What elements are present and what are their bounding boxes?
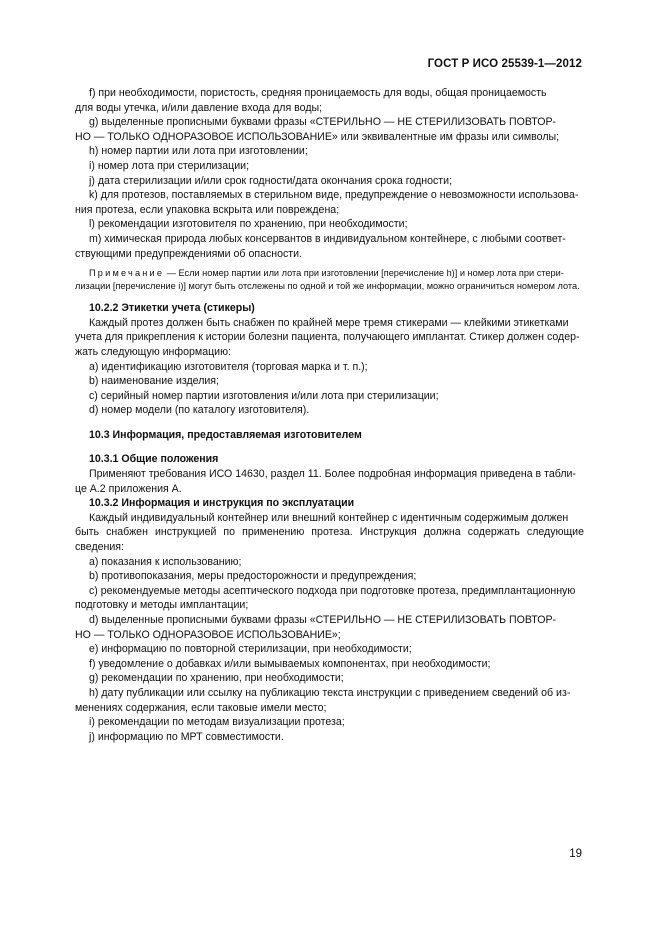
section-heading-10-3: 10.3 Информация, предоставляемая изготовителем: [89, 428, 362, 441]
list-item: j) дата стерилизации и/или срок годности/дата окончания срока годности;: [89, 174, 453, 187]
list-item: h) дату публикации или ссылку на публикацию текста инструкции с приведением сведений об из- менениях содержания, если таковые имели место;: [75, 686, 571, 714]
list-item: i) рекомендации по методам визуализации протеза;: [89, 716, 345, 729]
section-heading-10-2-2: 10.2.2 Этикетки учета (стикеры): [89, 302, 255, 315]
list-item: l) рекомендации изготовителя по хранению, при необходимости;: [89, 218, 408, 231]
paragraph: Каждый индивидуальный контейнер или внешний контейнер с идентичным содержимым должен быть снабжен инструкцией по применению протеза. Инструкция должна содержать следующие сведения:: [75, 511, 584, 554]
note-label: Примечание: [89, 268, 165, 279]
list-item: j) информацию по МРТ совместимости.: [89, 730, 284, 743]
list-item: d) выделенные прописными буквами фразы «СТЕРИЛЬНО — НЕ СТЕРИЛИЗОВАТЬ ПОВТОР- НО — ТОЛЬКО ОДНОРАЗОВОЕ ИСПОЛЬЗОВАНИЕ»;: [75, 614, 557, 641]
list-item: c) рекомендуемые методы асептического подхода при подготовке протеза, предимплантационную подготовку и методы имплантации;: [75, 584, 576, 612]
instruction-info-list: [75, 555, 584, 745]
section-heading-10-3-2: 10.3.2 Информация и инструкция по эксплуатации: [89, 497, 355, 510]
list-item: g) рекомендации по хранению, при необходимости;: [89, 672, 344, 685]
list-item: g) выделенные прописными буквами фразы «СТЕРИЛЬНО — НЕ СТЕРИЛИЗОВАТЬ ПОВТОР- НО — ТОЛЬКО ОДНОРАЗОВОЕ ИСПОЛЬЗОВАНИЕ» или эквивалентные им фразы или символы;: [75, 116, 560, 143]
document-header: ГОСТ Р ИСО 25539-1—2012: [427, 58, 582, 70]
page-body: [75, 86, 584, 744]
page-number: 19: [569, 848, 582, 860]
sticker-info-list: [75, 360, 584, 418]
list-item: d) номер модели (по каталогу изготовителя).: [89, 404, 310, 417]
list-item: h) номер партии или лота при изготовлении;: [89, 145, 308, 158]
list-item: m) химическая природа любых консервантов в индивидуальном контейнере, с любыми соответ- ствующими предупреждениями об опасности.: [75, 232, 566, 260]
label-info-list: [75, 86, 584, 261]
paragraph: Каждый протез должен быть снабжен по крайней мере тремя стикерами — клейкими этикетками учета для прикрепления к истории болезни пациента, получающего имплантат. Стикер должен содер- жать следующую информацию:: [75, 316, 580, 358]
list-item: k) для протезов, поставляемых в стерильном виде, предупреждение о невозможности использова- ния протеза, если упаковка вскрыта или повреждена;: [75, 189, 579, 216]
list-item: f) при необходимости, пористость, средняя проницаемость для воды, общая проницаемость для воды утечка, и/или давление входа для воды;: [75, 87, 547, 114]
list-item: c) серийный номер партии изготовления и/или лота при стерилизации;: [89, 389, 439, 402]
section-heading-10-3-1: 10.3.1 Общие положения: [89, 453, 219, 466]
list-item: i) номер лота при стерилизации;: [89, 159, 250, 172]
list-item: f) уведомление о добавках и/или вымываемых компонентах, при необходимости;: [89, 657, 491, 670]
list-item: e) информацию по повторной стерилизации, при необходимости;: [89, 643, 412, 656]
list-item: a) идентификацию изготовителя (торговая марка и т. п.);: [89, 360, 368, 373]
list-item: a) показания к использованию;: [89, 555, 242, 568]
note-paragraph: Примечание — Если номер партии или лота при изготовлении [перечисление h)] и номер лота при стери- лизации [перечисление i)] могут быть отслежены по одной и той же информации, можно ограничиться номером лота.: [75, 268, 580, 292]
list-item: b) противопоказания, меры предосторожности и предупреждения;: [89, 570, 417, 583]
paragraph: Применяют требования ИСО 14630, раздел 11. Более подробная информация приведена в табли- це А.2 приложения А.: [75, 468, 576, 495]
list-item: b) наименование изделия;: [89, 375, 219, 388]
